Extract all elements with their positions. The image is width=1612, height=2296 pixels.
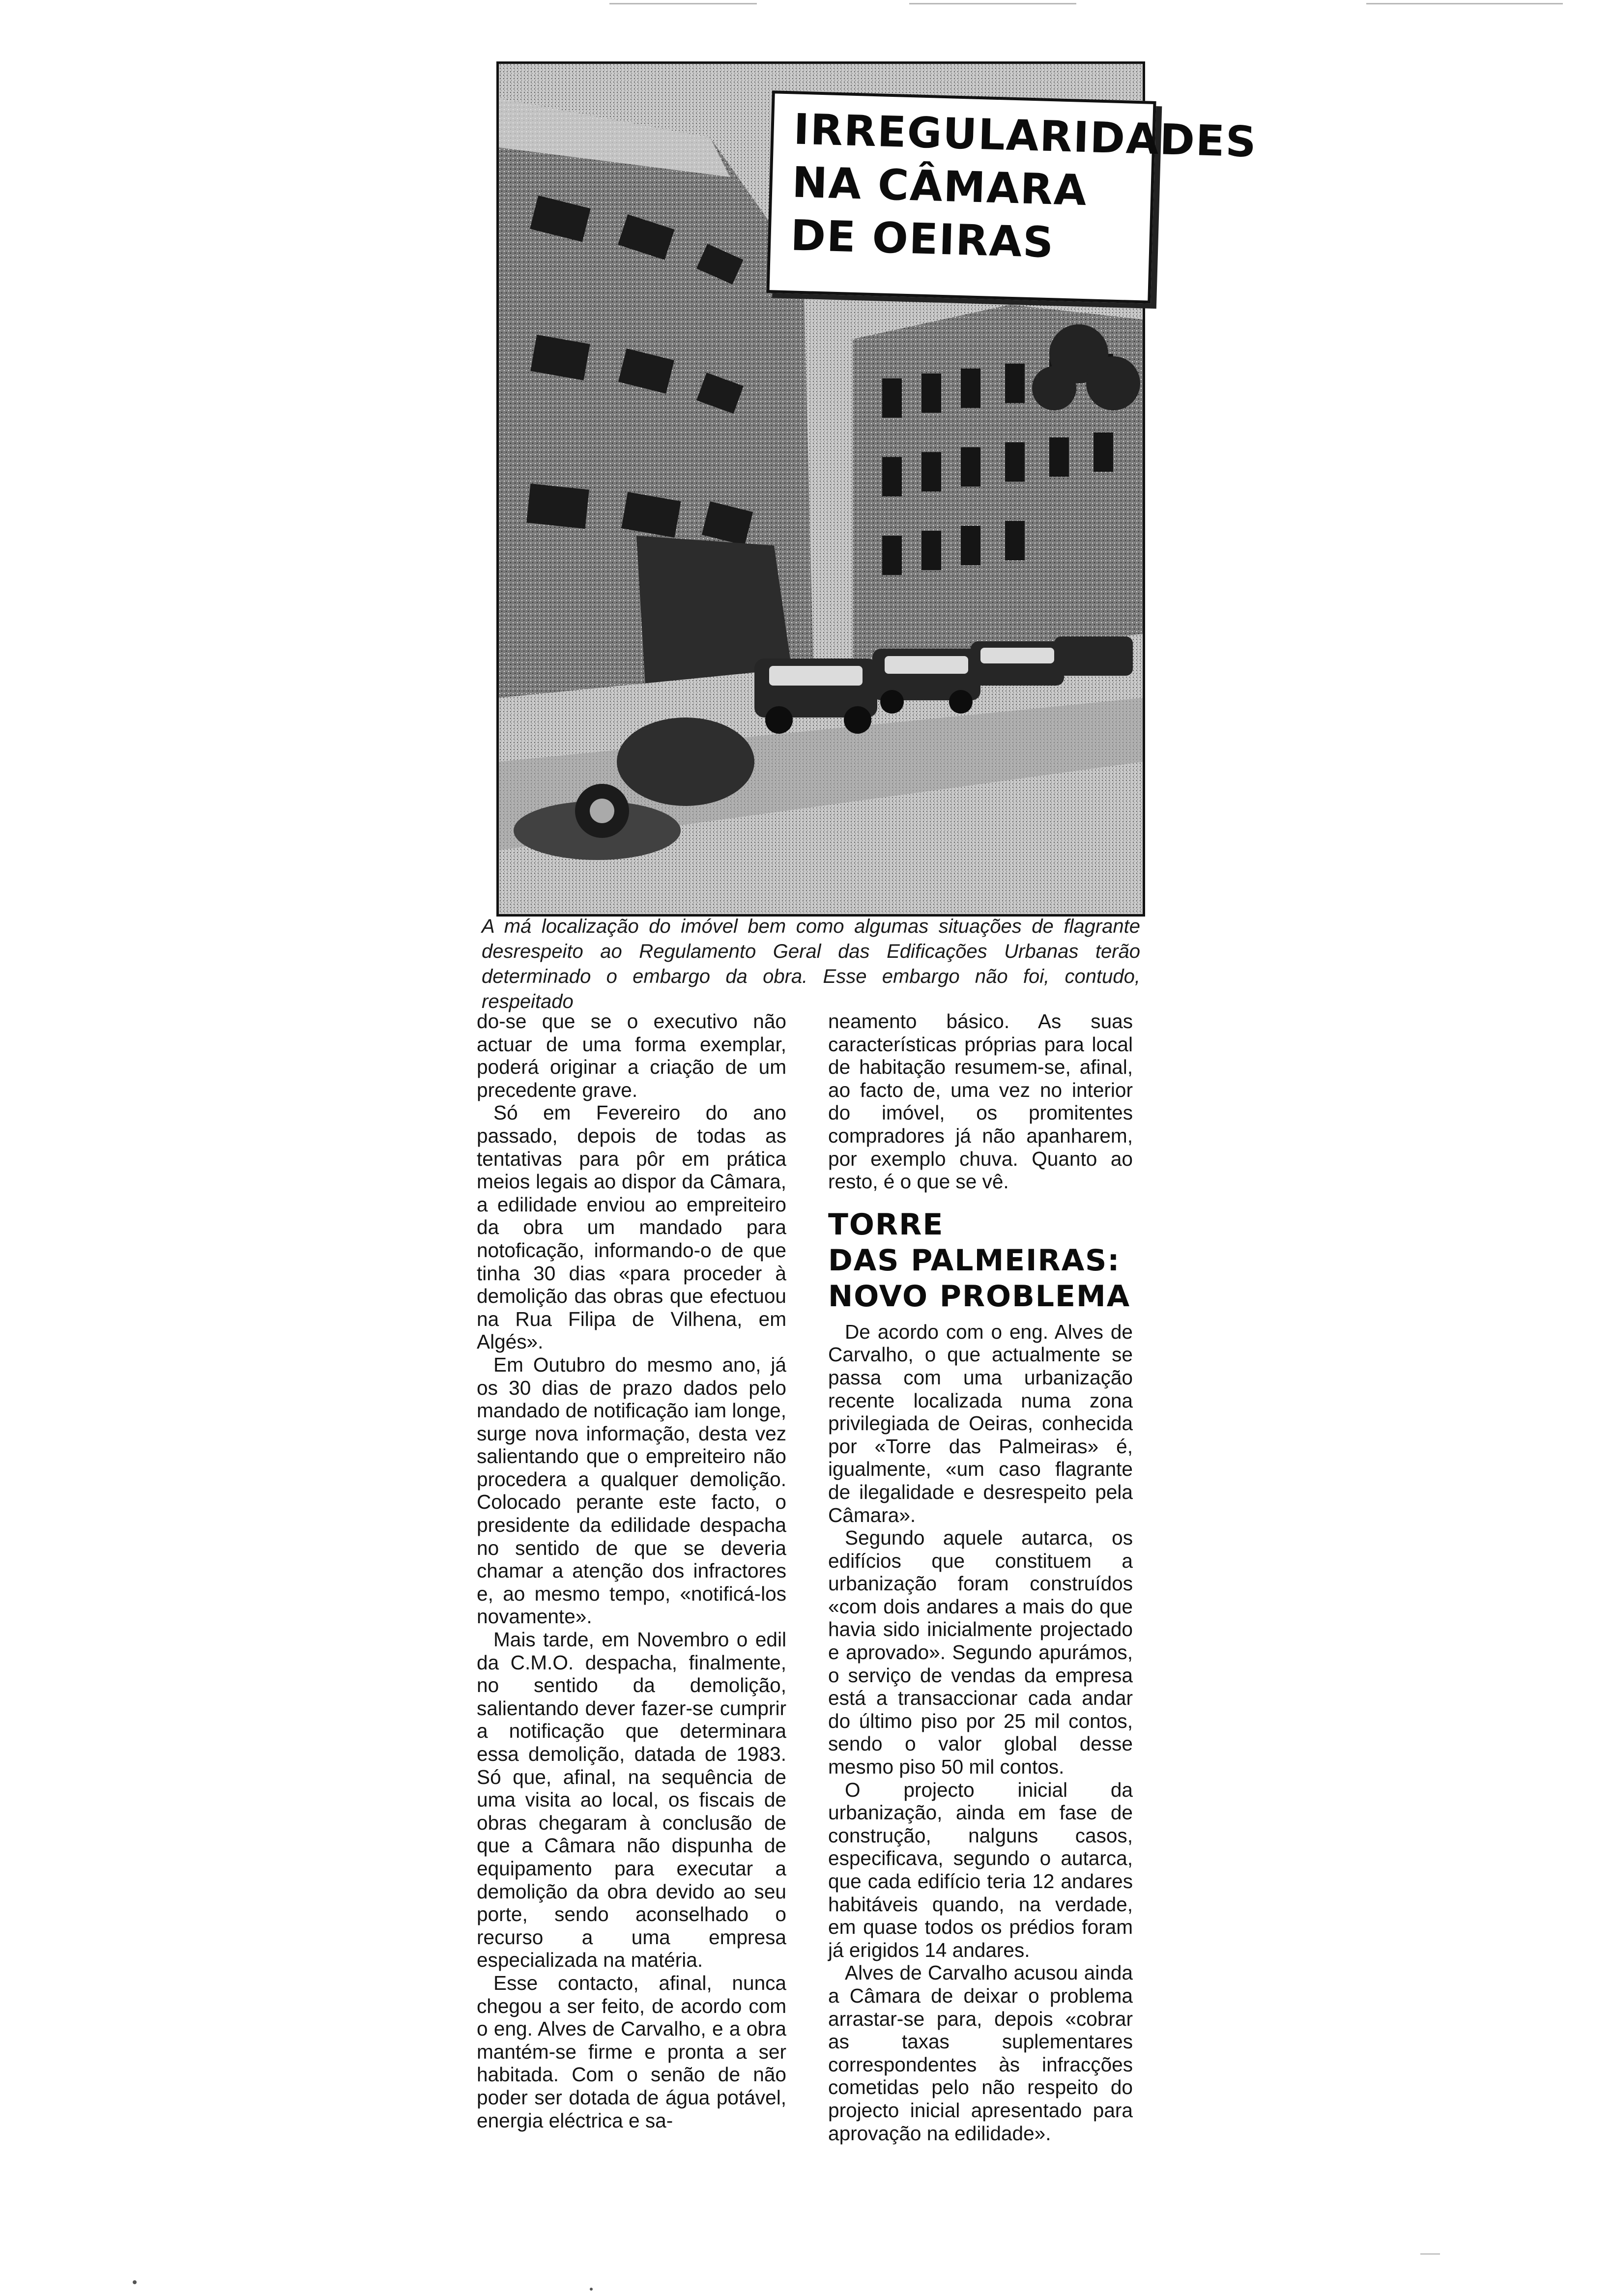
paragraph: Segundo aquele autarca, os edifícios que constituem a urbanização foram construídos «com dois andares a mais do que havia sido inicialmente projectado e aprovado». Segundo apurámos, o serviço de vendas da empresa está a transaccionar cada andar do último piso por 25 mil contos, sendo o valor global desse mesmo piso 50 mil contos. bbox=[828, 1526, 1133, 1779]
subheading-line-2: DAS PALMEIRAS: bbox=[828, 1243, 1121, 1278]
headline-box bbox=[766, 90, 1258, 304]
headline-line-1: IRREGULARIDADES bbox=[793, 105, 1258, 167]
headline-line-2: NA CÂMARA bbox=[791, 158, 1088, 216]
paragraph: do-se que se o executivo não actuar de uma forma exemplar, poderá originar a criação de um precedente grave. bbox=[477, 1010, 786, 1101]
article-column-right bbox=[828, 1010, 1133, 2145]
paragraph: Só em Fevereiro do ano passado, depois de todas as tentativas para pôr em prática meios legais ao dispor da Câmara, a edilidade enviou ao empreiteiro da obra um mandado para notoficação, informando-o de que tinha 30 dias «para proceder à demolição das obras que efectuou na Rua Filipa de Vilhena, em Algés». bbox=[477, 1101, 786, 1353]
headline bbox=[790, 103, 1258, 275]
paragraph: O projecto inicial da urbanização, ainda em fase de construção, nalguns casos, especificava, segundo o autarca, que cada edifício teria 12 andares habitáveis quando, na verdade, em quase todos os prédios foram já erigidos 14 andares. bbox=[828, 1778, 1133, 1961]
paragraph: Mais tarde, em Novembro o edil da C.M.O. despacha, finalmente, no sentido da demolição, salientando dever fazer-se cumprir a notificação que determinara essa demolição, datada de 1983. Só que, afinal, na sequência de uma visita ao local, os fiscais de obras chegaram à conclusão de que a Câmara não dispunha de equipamento para executar a demolição da obra devido ao seu porte, sendo aconselhado o recurso a uma empresa especializada na matéria. bbox=[477, 1628, 786, 1972]
scan-speck bbox=[133, 2280, 137, 2284]
paragraph: neamento básico. As suas características próprias para local de habitação resumem-se, afinal, ao facto de, uma vez no interior do imóvel, os promitentes compradores já não apanharem, por exemplo chuva. Quanto ao resto, é o que se vê. bbox=[828, 1010, 1133, 1193]
paragraph: De acordo com o eng. Alves de Carvalho, o que actualmente se passa com uma urbanização recente localizada numa zona privilegiada de Oeiras, conhecida por «Torre das Palmeiras» é, igualmente, «um caso flagrante de ilegalidade e desrespeito pela Câmara». bbox=[828, 1320, 1133, 1526]
scan-speck bbox=[590, 2288, 593, 2291]
headline-line-3: DE OEIRAS bbox=[790, 211, 1055, 268]
newspaper-clipping bbox=[477, 61, 1258, 2243]
scan-artifact-line bbox=[609, 3, 757, 4]
subheading-line-1: TORRE bbox=[828, 1207, 944, 1242]
photo-caption: A má localização do imóvel bem como algumas situações de flagrante desrespeito ao Regulamento Geral das Edificações Urbanas terão determinado o embargo da obra. Esse embargo não foi, contudo, respeitado bbox=[482, 916, 1140, 1012]
article-column-left bbox=[477, 1010, 786, 2132]
paragraph: Em Outubro do mesmo ano, já os 30 dias de prazo dados pelo mandado de notificação iam longe, surge nova informação, desta vez salientando que o empreiteiro não procedera a qualquer demolição. Colocado perante este facto, o presidente da edilidade despacha no sentido de que se deveria chamar a atenção dos infractores e, ao mesmo tempo, «notificá-los novamente». bbox=[477, 1353, 786, 1628]
paragraph: Alves de Carvalho acusou ainda a Câmara de deixar o problema arrastar-se para, depois «cobrar as taxas suplementares correspondentes às infracções cometidas pelo não respeito do projecto inicial apresentado para aprovação na edilidade». bbox=[828, 1961, 1133, 2145]
scan-speck bbox=[1420, 2253, 1440, 2255]
paragraph: Esse contacto, afinal, nunca chegou a ser feito, de acordo com o eng. Alves de Carvalho, e a obra mantém-se firme e pronta a ser habitada. Com o senão de não poder ser dotada de água potável, energia eléctrica e sa- bbox=[477, 1971, 786, 2132]
section-subheading bbox=[828, 1207, 1133, 1315]
scan-artifact-line bbox=[1366, 3, 1563, 4]
scan-artifact-line bbox=[909, 3, 1076, 4]
subheading-line-3: NOVO PROBLEMA bbox=[828, 1279, 1131, 1314]
